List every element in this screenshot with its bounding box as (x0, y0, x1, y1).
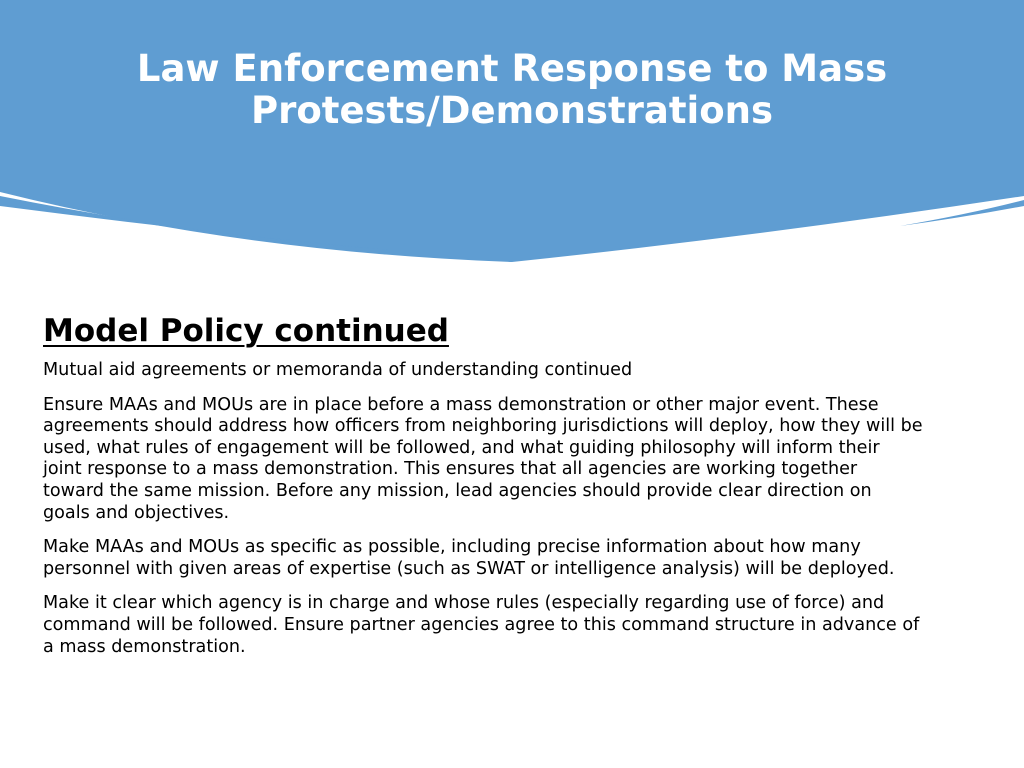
header-banner (0, 0, 1024, 270)
body-paragraph: Mutual aid agreements or memoranda of understanding continued (43, 360, 633, 380)
slide-body (43, 310, 923, 671)
section-heading: Model Policy continued (43, 313, 449, 349)
slide-title: Law Enforcement Response to Mass Protests/Demonstrations (136, 47, 888, 132)
body-paragraph: Make MAAs and MOUs as specific as possible, including precise information about how many personnel with given areas of expertise (such as SWAT or intelligence analysis) will be deployed. (43, 537, 895, 579)
body-paragraph: Ensure MAAs and MOUs are in place before a mass demonstration or other major event. These agreements should address how officers from neighboring jurisdictions will deploy, how they will be used, what rules of engagement will be followed, and what guiding philosophy will inform their joint response to a mass demonstration. This ensures that all agencies are working together toward the same mission. Before any mission, lead agencies should provide clear direction on goals and objectives. (43, 394, 923, 523)
body-paragraph: Make it clear which agency is in charge and whose rules (especially regarding use of force) and command will be followed. Ensure partner agencies agree to this command structure in advance of a mass demonstration. (43, 593, 920, 657)
